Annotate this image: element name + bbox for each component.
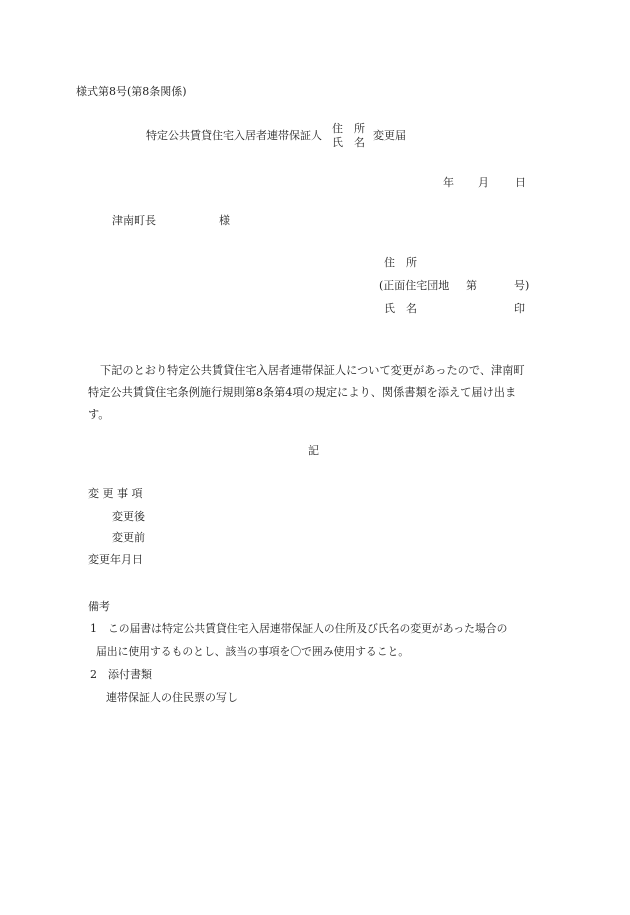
title-stack-address: 住 所: [332, 122, 365, 135]
title-stack: [332, 122, 365, 150]
body-text-line-3: す。: [88, 408, 110, 421]
applicant-housing-number-suffix: 号): [514, 279, 530, 292]
change-items-heading: 変 更 事 項: [88, 487, 143, 500]
applicant-housing-open: (正面住宅団地: [379, 279, 450, 292]
remarks-note-1-line-2: 届出に使用するものとし、該当の事項を〇で囲み使用すること。: [96, 645, 410, 658]
body-text-line-1: 下記のとおり特定公共賃貸住宅入居者連帯保証人について変更があったので、津南町: [100, 364, 525, 377]
applicant-name-label: 氏 名: [384, 302, 417, 315]
change-before-label: 変更前: [112, 531, 145, 544]
remarks-heading: 備考: [88, 600, 110, 613]
ki-heading: 記: [308, 444, 319, 457]
applicant-seal: 印: [514, 302, 525, 315]
change-after-label: 変更後: [112, 510, 145, 523]
addressee-name: 津南町長: [112, 214, 156, 227]
document-title-prefix: 特定公共賃貸住宅入居者連帯保証人: [146, 129, 322, 142]
date-month: 月: [478, 176, 489, 189]
remarks-note-2-item: 連帯保証人の住民票の写し: [106, 691, 238, 704]
applicant-address-label: 住 所: [384, 256, 417, 269]
addressee-honorific: 様: [219, 214, 230, 227]
body-text-line-2: 特定公共賃貸住宅条例施行規則第8条第4項の規定により、関係書類を添えて届け出ま: [88, 386, 517, 399]
document-title-suffix: 変更届: [373, 129, 406, 142]
remarks-note-1-number: 1: [90, 622, 97, 635]
applicant-housing-number-prefix: 第: [466, 279, 477, 292]
date-day: 日: [515, 176, 526, 189]
remarks-note-2-number: 2: [90, 668, 97, 681]
change-date-label: 変更年月日: [88, 553, 143, 566]
date-year: 年: [443, 176, 454, 189]
remarks-note-2-label: 添付書類: [108, 668, 152, 681]
form-number: 様式第8号(第8条関係): [76, 85, 187, 98]
remarks-note-1-line-1: この届書は特定公共賃貸住宅入居連帯保証人の住所及び氏名の変更があった場合の: [108, 622, 508, 635]
title-stack-name: 氏 名: [332, 136, 365, 149]
